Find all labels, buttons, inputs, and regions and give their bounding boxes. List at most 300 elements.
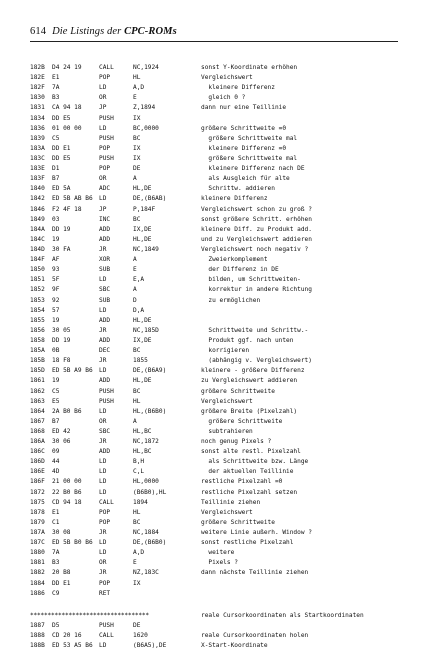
listing-mnemonic: ADD <box>99 235 111 243</box>
listing-comment: kleinere Differenz <box>201 84 275 92</box>
listing-address: 186E <box>30 468 45 476</box>
listing-operand: NC,1849 <box>133 245 159 253</box>
listing-mnemonic: OR <box>99 175 107 183</box>
listing-hex-bytes: ED 5A <box>52 185 71 193</box>
listing-comment: größere Schrittweite <box>201 518 275 526</box>
listing-comment: größere Schrittweite <box>201 387 275 395</box>
listing-hex-bytes: B3 <box>52 94 60 102</box>
listing-operand: HL <box>133 508 141 516</box>
listing-comment: dann nur eine Teillinie <box>201 104 287 112</box>
listing-row <box>30 306 145 316</box>
listing-hex-bytes: C5 <box>52 134 60 142</box>
page-number: 614 <box>30 26 47 37</box>
listing-address: 1836 <box>30 124 45 132</box>
listing-mnemonic: ADD <box>99 377 111 385</box>
page-title-bold: CPC-ROMs <box>124 26 177 37</box>
listing-mnemonic: JR <box>99 569 107 577</box>
listing-mnemonic: ADD <box>99 336 111 344</box>
listing-comment: sonst größere Schritt. erhöhen <box>201 215 312 223</box>
listing-hex-bytes: DD E1 <box>52 144 71 152</box>
listing-address: 1839 <box>30 134 45 142</box>
listing-row <box>30 205 312 215</box>
listing-row <box>30 225 312 235</box>
listing-hex-bytes: 30 06 <box>52 438 71 446</box>
listing-comment: Teillinie ziehen <box>201 498 261 506</box>
listing-row <box>30 568 309 578</box>
listing-mnemonic: LD <box>99 276 107 284</box>
listing-row <box>30 397 253 407</box>
listing-address: 184D <box>30 245 45 253</box>
listing-row <box>30 326 309 336</box>
listing-mnemonic: POP <box>99 144 111 152</box>
listing-hex-bytes: 19 <box>52 235 60 243</box>
listing-operand: Z,1894 <box>133 104 156 112</box>
listing-hex-bytes: AF <box>52 256 60 264</box>
listing-row <box>30 579 141 589</box>
listing-address: 186C <box>30 448 45 456</box>
listing-address: 185B <box>30 357 45 365</box>
page-title <box>52 26 177 37</box>
listing-operand: NC,1884 <box>133 529 159 537</box>
listing-comment: und zu Vergleichswert addieren <box>201 235 312 243</box>
listing-comment: Schrittw. addieren <box>201 185 275 193</box>
listing-address: 1850 <box>30 266 45 274</box>
listing-operand: HL,0000 <box>133 478 159 486</box>
listing-address: 183A <box>30 144 45 152</box>
listing-address: 1879 <box>30 518 45 526</box>
listing-row <box>30 134 298 144</box>
listing-mnemonic: LD <box>99 468 107 476</box>
listing-comment: sonst alte restl. Pixelzahl <box>201 448 301 456</box>
listing-row <box>30 407 298 417</box>
listing-operand: BC <box>133 134 141 142</box>
listing-address: 185A <box>30 347 45 355</box>
listing-row <box>30 144 287 154</box>
listing-mnemonic: INC <box>99 215 111 223</box>
listing-row <box>30 621 141 631</box>
listing-address: 1888 <box>30 632 45 640</box>
listing-operand: HL,BC <box>133 427 152 435</box>
listing-address: 1831 <box>30 104 45 112</box>
listing-hex-bytes: E1 <box>52 508 60 516</box>
listing-row <box>30 154 298 164</box>
listing-mnemonic: LD <box>99 84 107 92</box>
listing-operand: A <box>133 417 137 425</box>
listing-row <box>30 93 246 103</box>
listing-operand: IX <box>133 114 141 122</box>
listing-mnemonic: SUB <box>99 296 111 304</box>
listing-address: 1855 <box>30 316 45 324</box>
listing-operand: HL,BC <box>133 448 152 456</box>
listing-operand: A,D <box>133 549 145 557</box>
listing-row <box>30 114 141 124</box>
listing-operand: HL <box>133 74 141 82</box>
listing-mnemonic: LD <box>99 195 107 203</box>
listing-row <box>30 498 261 508</box>
listing-address: 1881 <box>30 559 45 567</box>
listing-comment: größere Schrittweite mal <box>201 134 298 142</box>
listing-mnemonic: LD <box>99 539 107 547</box>
listing-address: 183E <box>30 165 45 173</box>
listing-mnemonic: CALL <box>99 632 114 640</box>
listing-hex-bytes: ED 42 <box>52 427 71 435</box>
separator-row <box>30 611 364 621</box>
listing-row <box>30 548 235 558</box>
separator-comment: reale Cursorkoordinaten als Startkoordinaten <box>201 611 364 619</box>
listing-comment: größere Schrittweite <box>201 417 283 425</box>
listing-hex-bytes: E5 <box>52 397 60 405</box>
listing-hex-bytes: E1 <box>52 74 60 82</box>
listing-comment: Vergleichswert noch negativ ? <box>201 245 309 253</box>
listing-mnemonic: PUSH <box>99 387 114 395</box>
listing-mnemonic: POP <box>99 518 111 526</box>
listing-comment: zu ermöglichen <box>201 296 261 304</box>
listing-hex-bytes: DD E1 <box>52 579 71 587</box>
listing-address: 1842 <box>30 195 45 203</box>
listing-address: 1864 <box>30 407 45 415</box>
listing-address: 1862 <box>30 387 45 395</box>
listing-hex-bytes: 30 08 <box>52 529 71 537</box>
listing-hex-bytes: ED 5B A9 B6 <box>52 367 93 375</box>
listing-mnemonic: LD <box>99 407 107 415</box>
listing-operand: BC <box>133 347 141 355</box>
listing-mnemonic: JP <box>99 104 107 112</box>
listing-row <box>30 336 294 346</box>
listing-mnemonic: OR <box>99 417 107 425</box>
separator-stars: ********************************** <box>30 611 149 619</box>
listing-comment: weitere Linie außerh. Window ? <box>201 529 312 537</box>
listing-comment: kleinere Differenz =0 <box>201 144 287 152</box>
listing-address: 1851 <box>30 276 45 284</box>
listing-comment: subtrahieren <box>201 427 253 435</box>
listing-row <box>30 255 268 265</box>
listing-comment: als Schrittweite bzw. Länge <box>201 458 309 466</box>
listing-operand: NC,1872 <box>133 438 159 446</box>
listing-operand: 1855 <box>133 357 148 365</box>
listing-hex-bytes: 0B <box>52 347 60 355</box>
listing-mnemonic: JR <box>99 438 107 446</box>
listing-block-main <box>30 63 312 599</box>
listing-mnemonic: SBC <box>99 427 111 435</box>
listing-address: 185D <box>30 367 45 375</box>
listing-address: 1853 <box>30 296 45 304</box>
listing-address: 186F <box>30 478 45 486</box>
listing-comment: dann nächste Teillinie ziehen <box>201 569 309 577</box>
listing-operand: DE,(B6AB) <box>133 195 167 203</box>
listing-operand: NZ,183C <box>133 569 159 577</box>
listing-row <box>30 376 298 386</box>
listing-comment: weitere <box>201 549 235 557</box>
listing-row <box>30 508 253 518</box>
listing-address: 1867 <box>30 417 45 425</box>
listing-comment: kleinere Differenz nach DE <box>201 165 305 173</box>
listing-comment: Vergleichswert schon zu groß ? <box>201 205 312 213</box>
listing-mnemonic: LD <box>99 458 107 466</box>
listing-hex-bytes: 22 B0 B6 <box>52 488 82 496</box>
listing-mnemonic: LD <box>99 124 107 132</box>
listing-address: 187C <box>30 539 45 547</box>
listing-operand: E,A <box>133 276 145 284</box>
listing-hex-bytes: C5 <box>52 387 60 395</box>
listing-operand: BC <box>133 518 141 526</box>
listing-operand: D <box>133 296 137 304</box>
listing-operand: HL,(B6B0) <box>133 407 167 415</box>
listing-operand: E <box>133 559 137 567</box>
listing-operand: BC <box>133 387 141 395</box>
listing-operand: NC,185D <box>133 326 159 334</box>
listing-row <box>30 518 275 528</box>
listing-mnemonic: LD <box>99 306 107 314</box>
listing-address: 1868 <box>30 427 45 435</box>
listing-row <box>30 73 253 83</box>
listing-operand: E <box>133 94 137 102</box>
listing-mnemonic: POP <box>99 165 111 173</box>
listing-address: 1846 <box>30 205 45 213</box>
listing-mnemonic: OR <box>99 94 107 102</box>
listing-hex-bytes: D1 <box>52 165 60 173</box>
listing-row <box>30 63 298 73</box>
listing-comment: der Differenz in DE <box>201 266 279 274</box>
listing-comment: Vergleichswert <box>201 397 253 405</box>
listing-comment: restliche Pixelzahl setzen <box>201 488 298 496</box>
listing-row <box>30 184 275 194</box>
listing-comment: größere Breite (Pixelzahl) <box>201 407 298 415</box>
listing-operand: (B6B0),HL <box>133 488 167 496</box>
listing-mnemonic: ADD <box>99 316 111 324</box>
block-gap <box>30 599 52 611</box>
listing-hex-bytes: 57 <box>52 306 60 314</box>
listing-comment: (abhängig v. Vergleichswert) <box>201 357 312 365</box>
listing-comment: sonst restliche Pixelzahl <box>201 539 294 547</box>
listing-mnemonic: CALL <box>99 64 114 71</box>
listing-address: 182E <box>30 74 45 82</box>
listing-hex-bytes: ED 5B B0 B6 <box>52 539 93 547</box>
listing-comment: kleinere Differenz <box>201 195 268 203</box>
listing-mnemonic: SBC <box>99 286 111 294</box>
listing-hex-bytes: 4D <box>52 468 60 476</box>
listing-comment: gleich 0 ? <box>201 94 246 102</box>
listing-mnemonic: JR <box>99 529 107 537</box>
listing-hex-bytes: CD 20 16 <box>52 632 82 640</box>
listing-address: 1863 <box>30 397 45 405</box>
listing-comment: Vergleichswert <box>201 74 253 82</box>
listing-operand: C,L <box>133 468 145 476</box>
listing-row <box>30 285 312 295</box>
listing-mnemonic: LD <box>99 367 107 375</box>
listing-comment: Zweierkomplement <box>201 256 268 264</box>
listing-address: 182F <box>30 84 45 92</box>
listing-hex-bytes: DD E5 <box>52 114 71 122</box>
listing-comment: bilden, um Schrittweiten- <box>201 276 301 284</box>
listing-hex-bytes: 93 <box>52 266 60 274</box>
listing-hex-bytes: CA 94 18 <box>52 104 82 112</box>
listing-row <box>30 366 305 376</box>
listing-operand: (B6A5),DE <box>133 642 167 650</box>
listing-mnemonic: OR <box>99 559 107 567</box>
listing-operand: IX <box>133 144 141 152</box>
listing-mnemonic: LD <box>99 478 107 486</box>
listing-hex-bytes: F2 4F 18 <box>52 205 82 213</box>
listing-row <box>30 296 261 306</box>
listing-operand: P,184F <box>133 205 156 213</box>
listing-row <box>30 447 301 457</box>
assembly-listing <box>30 63 364 651</box>
listing-operand: A <box>133 286 137 294</box>
listing-mnemonic: RET <box>99 589 111 597</box>
listing-operand: IX <box>133 154 141 162</box>
listing-operand: NC,1924 <box>133 64 159 71</box>
listing-hex-bytes: 9F <box>52 286 60 294</box>
listing-address: 187A <box>30 529 45 537</box>
listing-hex-bytes: 03 <box>52 215 60 223</box>
listing-address: 184A <box>30 225 45 233</box>
listing-row <box>30 477 283 487</box>
listing-block-second <box>30 621 309 651</box>
listing-row <box>30 387 275 397</box>
listing-mnemonic: POP <box>99 74 111 82</box>
listing-hex-bytes: CD 94 18 <box>52 498 82 506</box>
listing-hex-bytes: 20 B8 <box>52 569 71 577</box>
listing-hex-bytes: 19 <box>52 377 60 385</box>
listing-comment: kleinere Diff. zu Produkt add. <box>201 225 312 233</box>
listing-hex-bytes: 30 05 <box>52 326 71 334</box>
listing-address: 183C <box>30 154 45 162</box>
listing-row <box>30 164 305 174</box>
listing-mnemonic: DEC <box>99 347 111 355</box>
listing-operand: A <box>133 256 137 264</box>
listing-address: 1880 <box>30 549 45 557</box>
listing-hex-bytes: DD 19 <box>52 336 71 344</box>
listing-row <box>30 235 312 245</box>
listing-comment: korrigieren <box>201 347 250 355</box>
listing-row <box>30 316 152 326</box>
listing-mnemonic: LD <box>99 642 107 650</box>
listing-row <box>30 83 275 93</box>
listing-mnemonic: ADD <box>99 225 111 233</box>
listing-address: 1830 <box>30 94 45 102</box>
listing-mnemonic: PUSH <box>99 397 114 405</box>
listing-operand: DE <box>133 165 141 173</box>
listing-comment: als Ausgleich für alte <box>201 175 290 183</box>
listing-operand: DE,(B6A9) <box>133 367 167 375</box>
listing-mnemonic: XOR <box>99 256 111 264</box>
listing-hex-bytes: B3 <box>52 559 60 567</box>
listing-row <box>30 558 238 568</box>
listing-hex-bytes: 92 <box>52 296 60 304</box>
listing-hex-bytes: D5 <box>52 621 60 629</box>
listing-hex-bytes: 7A <box>52 549 60 557</box>
listing-address: 1878 <box>30 508 45 516</box>
listing-address: 1840 <box>30 185 45 193</box>
listing-operand: A,D <box>133 84 145 92</box>
listing-row <box>30 641 268 651</box>
listing-mnemonic: LD <box>99 488 107 496</box>
listing-operand: BC <box>133 215 141 223</box>
header-rule <box>30 41 398 42</box>
listing-operand: IX,DE <box>133 225 152 233</box>
listing-operand: A <box>133 175 137 183</box>
listing-row <box>30 488 298 498</box>
listing-operand: HL,DE <box>133 185 152 193</box>
listing-address: 186A <box>30 438 45 446</box>
listing-row <box>30 457 309 467</box>
listing-operand: IX,DE <box>133 336 152 344</box>
listing-address: 1887 <box>30 621 45 629</box>
listing-hex-bytes: D4 24 19 <box>52 64 82 71</box>
listing-comment: sonst Y-Koordinate erhöhen <box>201 64 298 71</box>
listing-operand: DE <box>133 621 141 629</box>
listing-row <box>30 124 287 134</box>
listing-comment: zu Vergleichswert addieren <box>201 377 298 385</box>
listing-address: 183F <box>30 175 45 183</box>
listing-mnemonic: PUSH <box>99 621 114 629</box>
listing-row <box>30 356 312 366</box>
listing-operand: HL,DE <box>133 235 152 243</box>
listing-hex-bytes: ED 53 A5 B6 <box>52 642 93 650</box>
listing-operand: BC,0000 <box>133 124 159 132</box>
listing-row <box>30 346 250 356</box>
listing-comment: noch genug Pixels ? <box>201 438 272 446</box>
listing-hex-bytes: DD E5 <box>52 154 71 162</box>
listing-comment: Pixels ? <box>201 559 238 567</box>
listing-address: 1856 <box>30 326 45 334</box>
listing-address: 184C <box>30 235 45 243</box>
listing-address: 188B <box>30 642 45 650</box>
listing-mnemonic: PUSH <box>99 134 114 142</box>
listing-mnemonic: POP <box>99 579 111 587</box>
listing-mnemonic: LD <box>99 549 107 557</box>
listing-hex-bytes: DD 19 <box>52 225 71 233</box>
listing-operand: 1894 <box>133 498 148 506</box>
listing-hex-bytes: 19 <box>52 316 60 324</box>
listing-mnemonic: JR <box>99 326 107 334</box>
listing-hex-bytes: ED 5B AB B6 <box>52 195 93 203</box>
listing-hex-bytes: B7 <box>52 417 60 425</box>
listing-comment: Vergleichswert <box>201 508 253 516</box>
listing-hex-bytes: 30 FA <box>52 245 71 253</box>
listing-comment: X-Start-Koordinate <box>201 642 268 650</box>
listing-address: 1834 <box>30 114 45 122</box>
listing-operand: IX <box>133 579 141 587</box>
listing-address: 1875 <box>30 498 45 506</box>
listing-comment: der aktuellen Teillinie <box>201 468 294 476</box>
listing-mnemonic: SUB <box>99 266 111 274</box>
listing-address: 182B <box>30 64 45 71</box>
listing-mnemonic: POP <box>99 508 111 516</box>
listing-address: 1852 <box>30 286 45 294</box>
listing-operand: DE,(B6B0) <box>133 539 167 547</box>
listing-hex-bytes: 44 <box>52 458 60 466</box>
listing-operand: B,H <box>133 458 145 466</box>
listing-address: 186D <box>30 458 45 466</box>
listing-hex-bytes: 18 F8 <box>52 357 71 365</box>
listing-address: 1861 <box>30 377 45 385</box>
listing-address: 1872 <box>30 488 45 496</box>
listing-hex-bytes: C1 <box>52 518 60 526</box>
listing-row <box>30 174 290 184</box>
listing-operand: D,A <box>133 306 145 314</box>
listing-address: 184F <box>30 256 45 264</box>
page-header <box>30 26 177 37</box>
listing-row <box>30 245 309 255</box>
listing-comment: Schrittweite und Schrittw.- <box>201 326 309 334</box>
listing-address: 1886 <box>30 589 45 597</box>
listing-mnemonic: ADD <box>99 448 111 456</box>
listing-operand: HL <box>133 397 141 405</box>
listing-hex-bytes: 09 <box>52 448 60 456</box>
listing-mnemonic: ADC <box>99 185 111 193</box>
listing-operand: HL,DE <box>133 377 152 385</box>
